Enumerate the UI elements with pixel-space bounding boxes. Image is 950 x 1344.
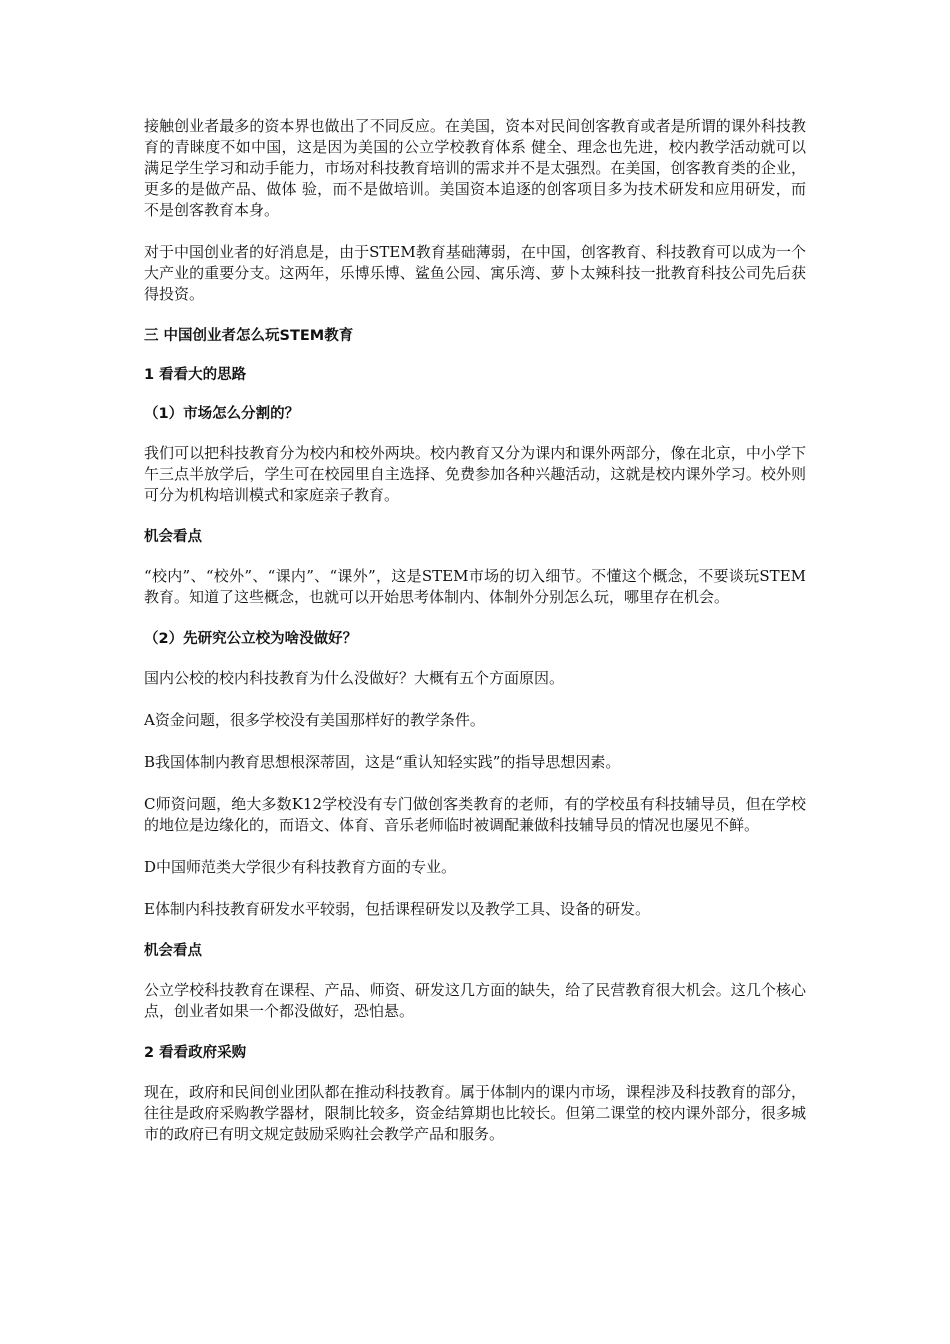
subheading-big-picture: 1 看看大的思路 <box>144 367 247 383</box>
section-heading-3: 三 中国创业者怎么玩STEM教育 <box>144 328 354 344</box>
subheading-opportunity-1: 机会看点 <box>144 529 202 545</box>
paragraph-five-reasons: 国内公校的校内科技教育为什么没做好？大概有五个方面原因。 <box>144 669 565 687</box>
subheading-market-split: （1）市场怎么分割的？ <box>144 406 300 422</box>
list-item-e: E体制内科技教育研发水平较弱，包括课程研发以及教学工具、设备的研发。 <box>144 900 650 918</box>
paragraph-capital-reaction: 接触创业者最多的资本界也做出了不同反应。在美国，资本对民间创客教育或者是所谓的课外科技教育的青睐度不如中国，这是因为美国的公立学校教育体系 健全、理念也先进，校内教学活动就可以满足学生学习和动手能力，市场对科技教育培训的需求并不是太强烈。在美国，创客教育类的企业，更多的是做产品、做体 验，而不是做培训。美国资本追逐的创客项目多为技术研发和应用研发，而不是创客教育本身。 <box>144 117 806 219</box>
list-item-c: C师资问题，绝大多数K12学校没有专门做创客类教育的老师，有的学校虽有科技辅导员，但在学校的地位是边缘化的，而语文、体育、音乐老师临时被调配兼做科技辅导员的情况也屡见不鲜。 <box>144 795 806 834</box>
list-item-d: D中国师范类大学很少有科技教育方面的专业。 <box>144 858 457 876</box>
subheading-public-schools: （2）先研究公立校为啥没做好？ <box>144 631 358 647</box>
paragraph-market-split: 我们可以把科技教育分为校内和校外两块。校内教育又分为课内和课外两部分，像在北京，中小学下午三点半放学后，学生可在校园里自主选择、免费参加各种兴趣活动，这就是校内课外学习。校外则可分为机构培训模式和家庭亲子教育。 <box>144 444 806 504</box>
subheading-government-procurement: 2 看看政府采购 <box>144 1045 247 1061</box>
paragraph-government-procurement: 现在，政府和民间创业团队都在推动科技教育。属于体制内的课内市场，课程涉及科技教育的部分，往往是政府采购教学器材，限制比较多，资金结算期也比较长。但第二课堂的校内课外部分，很多城市的政府已有明文规定鼓励采购社会教学产品和服务。 <box>144 1083 806 1143</box>
paragraph-opportunity-2: 公立学校科技教育在课程、产品、师资、研发这几方面的缺失，给了民营教育很大机会。这几个核心点，创业者如果一个都没做好，恐怕悬。 <box>144 981 806 1020</box>
list-item-a: A资金问题，很多学校没有美国那样好的教学条件。 <box>144 711 485 729</box>
paragraph-opportunity-1: “校内”、“校外”、“课内”、“课外”，这是STEM市场的切入细节。不懂这个概念，不要谈玩STEM教育。知道了这些概念，也就可以开始思考体制内、体制外分别怎么玩，哪里存在机会。 <box>144 567 806 606</box>
subheading-opportunity-2: 机会看点 <box>144 943 202 959</box>
paragraph-good-news: 对于中国创业者的好消息是，由于STEM教育基础薄弱，在中国，创客教育、科技教育可以成为一个大产业的重要分支。这两年，乐博乐博、鲨鱼公园、寓乐湾、萝卜太辣科技一批教育科技公司先后获得投资。 <box>144 243 806 303</box>
list-item-b: B我国体制内教育思想根深蒂固，这是“重认知轻实践”的指导思想因素。 <box>144 753 621 771</box>
